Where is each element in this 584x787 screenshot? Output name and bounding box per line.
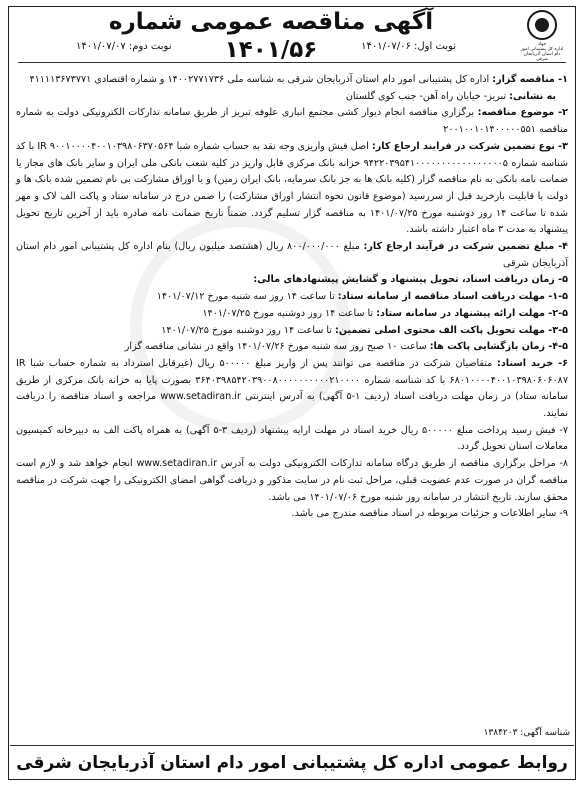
notice-header <box>8 0 576 66</box>
section-5 <box>16 272 568 289</box>
section-5-3 <box>16 323 568 340</box>
public-relations-footer: روابط عمومی اداره کل پشتیبانی امور دام استان آذربایجان شرقی <box>16 753 568 773</box>
section-5-1-text: تا ساعت ۱۴ روز سه شنبه مورخ ۱۴۰۱/۰۷/۱۲ <box>156 291 338 303</box>
second-publication-date: نوبت دوم: ۱۴۰۱/۰۷/۰۷ <box>76 41 172 52</box>
footer-divider <box>10 745 574 746</box>
section-1 <box>16 72 568 89</box>
section-4 <box>16 239 568 272</box>
address-label: به نشانی: <box>509 90 556 102</box>
notice-title: آگهی مناقصه عمومی شماره ۱۴۰۱/۵۶ <box>108 9 434 63</box>
section-5-4-text: ساعت ۱۰ صبح روز سه شنبه مورخ ۱۴۰۱/۰۷/۲۶ واقع در نشانی مناقصه گزار <box>124 341 430 353</box>
logo-org: اداره کل پشتیبانی امور دام استان آذربایجان شرقی <box>520 47 564 62</box>
section-5-3-label: ۳-۵- مهلت تحویل پاکت الف محتوی اصلی تضمین: <box>335 324 568 336</box>
section-8: ۸- مراحل برگزاری مناقصه از طریق درگاه سامانه تدارکات الکترونیکی دولت به آدرس www.setadiran.ir انجام خواهد شد و لازم است مناقصه گران در صورت عدم عضویت قبلی، مراحل ثبت نام در سایت مذکور و دریافت گواهی امضای الکترونیکی را جهت شرکت در مناقصه محقق سازند. تاریخ انتشار در سامانه روز شنبه مورخ ۱۴۰۱/۰۷/۰۶ می باشد. <box>16 458 568 503</box>
section-2-label: ۲- موضوع مناقصه: <box>477 107 568 119</box>
section-5-3-text: تا ساعت ۱۴ روز دوشنبه مورخ ۱۴۰۱/۰۷/۲۵ <box>161 324 335 336</box>
section-6-text: متقاضیان شرکت در مناقصه می توانند پس از واریز مبلغ ۵۰۰۰۰۰ ریال (غیرقابل استرداد به شماره حساب شبا IR ۶۸۰۱۰۰۰۰۴۰۰۱۰۳۹۸۰۶۰۶۰۸۷ با کد شناسه شماره ۳۶۴۰۳۹۸۵۴۲۰۳۹۰۰۸۰۰۰۰۰۰۰۰۰۰۲۱۰۰۰۰ بصورت پایا به خزانه بانک مرکزی از طریق سامانه ستاد) در زمان مهلت دریافت اسناد (ردیف ۱-۵ آگهی) به آدرس اینترنتی www.setadiran.ir مراجعه و اسناد مناقصه را دریافت نمایند. <box>16 357 569 420</box>
emblem-icon <box>527 10 557 40</box>
section-5-2-text: تا ساعت ۱۴ روز دوشنبه مورخ ۱۴۰۱/۰۷/۲۵ <box>202 307 377 319</box>
section-3-label: ۳- نوع تضمین شرکت در فرایند ارجاع کار: <box>371 140 569 152</box>
header-divider <box>18 62 566 63</box>
section-5-4 <box>16 339 568 356</box>
section-1-text: اداره کل پشتیبانی امور دام استان آذربایجان شرقی به شناسه ملی ۱۴۰۰۲۷۷۱۷۳۶ و شماره اقتصادی ۴۱۱۱۱۳۶۷۳۷۷۱ <box>29 74 493 85</box>
address-text: تبریز- خیابان راه آهن- جنب کوی گلستان <box>345 90 510 102</box>
section-9: ۹- سایر اطلاعات و جزئیات مربوطه در اسناد مناقصه مندرج می باشد. <box>291 508 568 520</box>
section-6-label: ۶- خرید اسناد: <box>497 357 568 369</box>
section-1-label: ۱- مناقصه گزار: <box>492 74 568 85</box>
section-6 <box>16 356 568 423</box>
publication-dates <box>76 40 456 54</box>
section-2-text: برگزاری مناقصه انجام دیوار کشی مجتمع انباری علوفه تبریز از طریق سامانه تدارکات الکترونیکی دولت به شماره مناقصه ۲۰۰۱۰۰۱۰۱۴۰۰۰۰۰۵۵۱ <box>16 107 568 136</box>
section-5-label: ۵- زمان دریافت اسناد، تحویل پیشنهاد و گشایش پیشنهادهای مالی: <box>253 274 568 286</box>
ad-id: شناسه آگهی: ۱۳۸۴۲۰۳ <box>483 728 570 738</box>
first-publication-date: نوبت اول: ۱۴۰۱/۰۷/۰۶ <box>361 41 456 52</box>
section-2 <box>16 105 568 138</box>
organization-logo <box>518 10 566 62</box>
section-4-text: مبلغ ۸۰۰/۰۰۰/۰۰۰ ریال (هشتصد میلیون ریال) بنام اداره کل پشتیبانی امور دام استان آذربایجان شرقی <box>16 241 568 269</box>
logo-name: جهاد <box>537 42 547 47</box>
section-5-1-label: ۱-۵- مهلت دریافت اسناد مناقصه از سامانه ستاد: <box>337 291 568 303</box>
section-3 <box>16 139 568 239</box>
notice-body <box>16 72 568 523</box>
section-5-2-label: ۲-۵- مهلت ارائه پیشنهاد در سامانه ستاد: <box>376 307 568 319</box>
section-1-address <box>16 89 568 106</box>
section-7: ۷- فیش رسید پرداخت مبلغ ۵۰۰۰۰۰ ریال خرید اسناد در مهلت ارایه پیشنهاد (ردیف ۳-۵ آگهی) به همراه پاکت الف به دبیرخانه کمیسیون معاملات استان تحویل گردد. <box>16 424 569 453</box>
section-5-4-label: ۴-۵- زمان بازگشایی پاکت ها: <box>429 341 568 353</box>
section-5-2 <box>16 306 568 323</box>
section-4-label: ۴- مبلغ تضمین شرکت در فرآیند ارجاع کار: <box>363 241 568 253</box>
section-5-1 <box>16 289 568 306</box>
logo-org-name <box>518 42 566 62</box>
section-3-text: اصل فیش واریزی وجه نقد به حساب شماره شبا IR ۹۰۰۱۰۰۰۰۴۰۰۱۰۳۹۸۰۶۳۷۰۵۶۴ با کد شناسه شماره ۹۴۲۲۰۳۹۵۴۱۰۰۰۰۰۰۰۰۰۰۰۰۰۰۰۰۰۵ خزانه بانک مرکزی قابل واریز در کلیه شعب بانکی ملی ایران و سایر بانک های مجاز یا ضمانت نامه بانکی به نام مناقصه گزار (کلیه بانک ها به جز بانک سرمایه، بانک ایران زمین) و یا اوراق مشارکت بی نام تضمین شده بانک ها و دولت با قابلیت بازخرید قبل از سررسید (موضوع قانون نحوه انتشار اوراق مشارکت) را ضمن درج در سامانه ستاد و پاکت الف لاک و مهر شده تا ساعت ۱۴ روز دوشنبه مورخ ۱۴۰۱/۰۷/۲۵ به مناقصه گزار تسلیم گردد. ضمناً تاریخ ضمانت نامه صادره باید از آخرین تاریخ تحویل پیشنهاد به مدت ۳ ماه اعتبار داشته باشد. <box>16 140 569 236</box>
